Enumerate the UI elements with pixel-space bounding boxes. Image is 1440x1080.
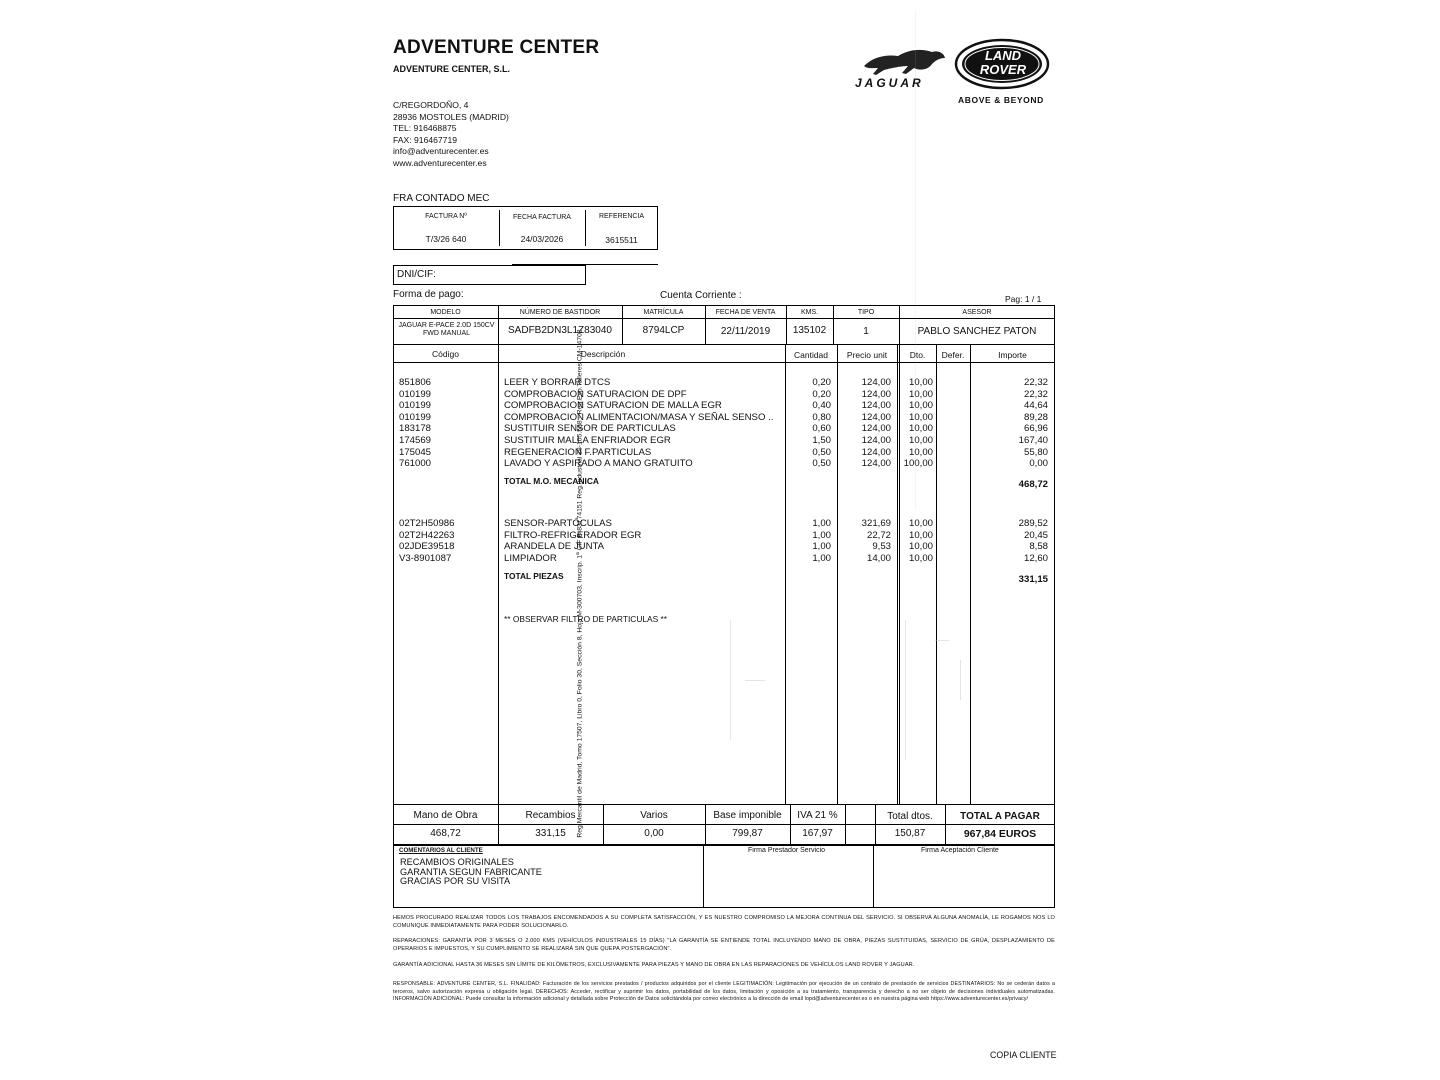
- company-name: ADVENTURE CENTER: [393, 37, 600, 58]
- line-unit-price: 124,00: [861, 435, 891, 446]
- line-code: 010199: [399, 411, 432, 423]
- invoice-reference-header: REFERENCIA: [598, 213, 645, 220]
- vat-amount: 167,97: [802, 828, 833, 839]
- line-amount: 20,45: [1023, 529, 1048, 541]
- line-unit-price: 321,69: [861, 518, 891, 529]
- line-description: ARANDELA DE JUNTA: [504, 541, 605, 553]
- line-code: 02T2H42263: [399, 529, 455, 541]
- line-description: SUSTITUIR MALLA ENFRIADOR EGR: [504, 435, 671, 446]
- type-header: TIPO: [857, 309, 875, 316]
- line-amount: 0,00: [1029, 458, 1048, 470]
- discounts-header: Total dtos.: [887, 811, 933, 822]
- base-amount: 799,87: [732, 828, 763, 839]
- line-quantity: 0,20: [812, 388, 831, 400]
- line-code: 175045: [399, 446, 432, 458]
- plate-header: MATRÍCULA: [643, 309, 684, 316]
- comment-line: GARANTIA SEGUN FABRICANTE: [400, 866, 542, 877]
- line-amount: 22,32: [1023, 377, 1048, 388]
- line-discount: 10,00: [908, 411, 933, 423]
- line-quantity: 1,00: [812, 552, 831, 564]
- vehicle-model-line1: JAGUAR E-PACE 2.0D 150CV: [398, 322, 495, 329]
- line-description: LIMPIADOR: [504, 552, 557, 564]
- provider-signature-label: Firma Prestador Servicio: [748, 847, 826, 854]
- company-legal-name: ADVENTURE CENTER, S.L.: [393, 64, 511, 74]
- line-code: 761000: [399, 458, 432, 470]
- code-column-header: Código: [432, 349, 459, 359]
- total-header: TOTAL A PAGAR: [960, 811, 1040, 822]
- line-description: SUSTITUIR SENSOR DE PARTICULAS: [504, 423, 676, 435]
- advisor-header: ASESOR: [962, 309, 992, 316]
- line-amount: 44,64: [1023, 400, 1048, 412]
- main-table: [393, 305, 1055, 845]
- comments-label: COMENTARIOS AL CLIENTE: [399, 847, 483, 854]
- company-address: [393, 100, 509, 169]
- model-header: MODELO: [430, 309, 461, 316]
- line-unit-price: 9,53: [872, 541, 891, 553]
- quantity-column-header: Cantidad: [793, 350, 829, 360]
- line-discount: 100,00: [903, 458, 933, 470]
- line-discount: 10,00: [908, 400, 933, 412]
- line-code: V3-8901087: [399, 552, 452, 564]
- labor-header: Mano de Obra: [413, 810, 478, 821]
- vat-header: IVA 21 %: [797, 810, 838, 821]
- line-discount: 10,00: [908, 518, 933, 529]
- client-signature-label: Firma Aceptación Cliente: [921, 847, 999, 854]
- vehicle-sale-date: 22/11/2019: [720, 326, 771, 337]
- line-discount: 10,00: [908, 446, 933, 458]
- unit-price-column-header: Precio unit: [846, 350, 888, 360]
- line-unit-price: 124,00: [861, 446, 891, 458]
- line-discount: 10,00: [908, 541, 933, 553]
- address-fax: FAX: 916467719: [393, 134, 458, 145]
- line-amount: 55,80: [1023, 446, 1048, 458]
- invoice-number: T/3/26 640: [425, 234, 467, 244]
- line-unit-price: 124,00: [861, 458, 891, 470]
- sale-date-header: FECHA DE VENTA: [715, 309, 776, 316]
- legal-satisfaction: HEMOS PROCURADO REALIZAR TODOS LOS TRABAJOS ENCOMENDADOS A SU COMPLETA SATISFACCIÓN, Y ES NUESTRO COMPROMISO LA MEJORA CONTINUA DEL SERVICIO. SI OBSERVA ALGUNA ANOMALÍA, LE ROGAMOS NOS LO COMUNIQUE INMEDIATAMENTE PARA PODER SOLUCIONARLO.: [393, 915, 1055, 930]
- description-column-header: Descripción: [580, 349, 626, 359]
- line-description: REGENERACION F.PARTICULAS: [504, 446, 652, 458]
- land-rover-oval-logo: [954, 38, 1050, 90]
- line-discount: 10,00: [908, 388, 933, 400]
- legal-privacy: RESPONSABLE: ADVENTURE CENTER, S.L. FINALIDAD: Facturación de los servicios prestados / productos adquiridos por el cliente LEGITIMACIÓN: Legitimación por ejecución de un contrato de prestación de servicios DESTINATARIOS: No se cederán datos a terceros, salvo autorización expresa u obligación legal. DERECHOS: Acceder, rectificar y suprimir los datos, portabilidad de los datos, limitación y oposición a su tratamiento, transparencia y derecho a no ser objeto de decisiones individuales automatizadas. INFORMACIÓN ADICIONAL: Puede consultar la información adicional y detallada sobre Protección de Datos solicitándola por correo electrónico a la dirección de email lopd@adventurecenter.es o en nuestra página web https://www.adventurecenter.es/privacy/: [393, 981, 1055, 1003]
- line-description: LEER Y BORRAR DTCS: [504, 377, 611, 388]
- vin-header: NÚMERO DE BASTIDOR: [519, 309, 601, 316]
- line-description: SENSOR-PARTÓCULAS: [504, 518, 612, 529]
- parts-total: 331,15: [1018, 574, 1048, 585]
- line-code: 010199: [399, 400, 432, 412]
- jaguar-wordmark: JAGUAR: [855, 76, 924, 90]
- amount-column-header: Importe: [998, 350, 1027, 360]
- line-unit-price: 14,00: [866, 552, 891, 564]
- vehicle-model-line2: FWD MANUAL: [422, 330, 471, 337]
- land-rover-line1: LAND: [984, 48, 1022, 63]
- line-description: COMPROBACION ALIMENTACION/MASA Y SEÑAL SENSO ..: [504, 411, 774, 423]
- line-amount: 167,40: [1018, 435, 1048, 446]
- jaguar-leaper-icon: [862, 44, 947, 78]
- labor-amount: 468,72: [430, 828, 461, 839]
- line-quantity: 1,00: [812, 529, 831, 541]
- line-quantity: 0,20: [812, 377, 831, 388]
- line-discount: 10,00: [908, 529, 933, 541]
- invoice-reference: 3615511: [605, 235, 638, 245]
- line-discount: 10,00: [908, 423, 933, 435]
- line-unit-price: 124,00: [861, 400, 891, 412]
- comment-line: RECAMBIOS ORIGINALES: [400, 857, 514, 867]
- invoice-date: 24/03/2026: [520, 234, 564, 244]
- line-unit-price: 124,00: [861, 388, 891, 400]
- total-amount: 967,84 EUROS: [963, 828, 1037, 840]
- parts-total-label: TOTAL PIEZAS: [504, 571, 564, 581]
- discount-column-header: Dto.: [909, 350, 926, 360]
- address-email: info@adventurecenter.es: [393, 146, 489, 156]
- observation-note: ** OBSERVAR FILTRO DE PARTICULAS **: [504, 614, 668, 624]
- line-quantity: 0,60: [812, 423, 831, 435]
- line-quantity: 0,50: [812, 458, 831, 470]
- line-unit-price: 124,00: [861, 377, 891, 388]
- invoice-number-header: FACTURA Nº: [425, 213, 467, 220]
- line-amount: 89,28: [1023, 411, 1048, 423]
- line-code: 183178: [399, 423, 432, 435]
- legal-warranty: REPARACIONES: GARANTÍA POR 3 MESES O 2.000 KMS (VEHÍCULOS INDUSTRIALES 15 DÍAS) "LA GARANTÍA SE ENTIENDE TOTAL INCLUYENDO MANO DE OBRA, PIEZAS SUSTITUIDAS, SERVICIO DE GRÚA, DESPLAZAMIENTO DE OPERARIOS E IMPUESTOS, Y SU CUMPLIMIENTO SE REALIZARÁ SIN QUE QUEPA POSTERGACIÓN".: [393, 938, 1055, 953]
- line-description: LAVADO Y ASPIRADO A MANO GRATUITO: [504, 458, 693, 470]
- copy-label: COPIA CLIENTE: [990, 1050, 1057, 1060]
- line-description: COMPROBACION SATURACION DE MALLA EGR: [504, 400, 722, 412]
- kms-header: KMS.: [800, 309, 819, 316]
- parts-header: Recambios: [525, 810, 576, 821]
- line-quantity: 0,50: [812, 446, 831, 458]
- document-type: FRA CONTADO MEC: [393, 193, 490, 204]
- line-code: 02T2H50986: [399, 518, 455, 529]
- discounts-amount: 150,87: [894, 828, 926, 839]
- address-city: 28936 MOSTOLES (MADRID): [393, 111, 509, 122]
- line-unit-price: 124,00: [861, 423, 891, 435]
- line-quantity: 0,80: [812, 411, 831, 423]
- address-street: C/REGORDOÑO, 4: [393, 100, 469, 110]
- line-unit-price: 124,00: [861, 411, 891, 423]
- line-quantity: 1,50: [812, 435, 831, 446]
- deferred-column-header: Defer.: [941, 350, 965, 360]
- line-amount: 289,52: [1018, 518, 1048, 529]
- registry-info: Reg.Mercantil de Madrid, Tomo 17507, Libro 0, Folio 30, Sección 8, Hoja M-300703, Inscrip. 1ª CIF B-83174151 Reg.Industrial 28-105.538 - Reg.Esp.Talleres CM-14702: [576, 329, 584, 838]
- labor-total: 468,72: [1018, 479, 1048, 490]
- vehicle-vin: SADFB2DN3L1Z83040: [508, 325, 612, 336]
- legal-additional-warranty: GARANTÍA ADICIONAL HASTA 36 MESES SIN LÍMITE DE KILÓMETROS, EXCLUSIVAMENTE PARA PIEZAS Y MANO DE OBRA EN LAS REPARACIONES DE VEHÍCULOS LAND ROVER Y JAGUAR.: [393, 962, 915, 968]
- line-description: COMPROBACION SATURACION DE DPF: [504, 388, 687, 400]
- account-label: Cuenta Corriente :: [660, 290, 742, 301]
- vehicle-advisor: PABLO SANCHEZ PATON: [917, 326, 1037, 337]
- line-discount: 10,00: [908, 435, 933, 446]
- base-header: Base imponible: [713, 810, 782, 821]
- line-description: FILTRO-REFRIGERADOR EGR: [504, 529, 642, 541]
- land-rover-line2: ROVER: [979, 62, 1027, 77]
- line-amount: 22,32: [1023, 388, 1048, 400]
- line-code: 851806: [399, 377, 432, 388]
- line-quantity: 1,00: [812, 541, 831, 553]
- vehicle-plate: 8794LCP: [642, 325, 685, 336]
- vehicle-type: 1: [863, 326, 869, 337]
- invoice-date-header: FECHA FACTURA: [513, 214, 571, 221]
- misc-amount: 0,00: [644, 828, 664, 839]
- address-web: www.adventurecenter.es: [393, 157, 487, 168]
- line-code: 174569: [399, 435, 432, 446]
- comment-line: GRACIAS POR SU VISITA: [400, 876, 511, 887]
- dni-label: DNI/CIF:: [397, 269, 436, 280]
- line-amount: 66,96: [1023, 423, 1048, 435]
- labor-total-label: TOTAL M.O. MECANICA: [504, 476, 599, 486]
- misc-header: Varios: [640, 810, 668, 821]
- address-phone: TEL: 916468875: [393, 123, 457, 133]
- line-code: 010199: [399, 388, 432, 400]
- line-amount: 8,58: [1029, 541, 1048, 553]
- vehicle-kms: 135102: [792, 325, 827, 336]
- line-amount: 12,60: [1023, 552, 1048, 564]
- parts-amount: 331,15: [535, 828, 566, 839]
- page-number: Pag: 1 / 1: [1005, 294, 1042, 304]
- line-unit-price: 22,72: [866, 529, 891, 541]
- line-discount: 10,00: [908, 552, 933, 564]
- line-code: 02JDE39518: [399, 541, 455, 553]
- line-quantity: 1,00: [812, 518, 831, 529]
- comments-text: [400, 858, 542, 887]
- vehicle-model: [395, 322, 498, 338]
- payment-label: Forma de pago:: [393, 289, 464, 300]
- line-discount: 10,00: [908, 377, 933, 388]
- line-quantity: 0,40: [812, 400, 831, 412]
- brand-tagline: ABOVE & BEYOND: [958, 95, 1044, 105]
